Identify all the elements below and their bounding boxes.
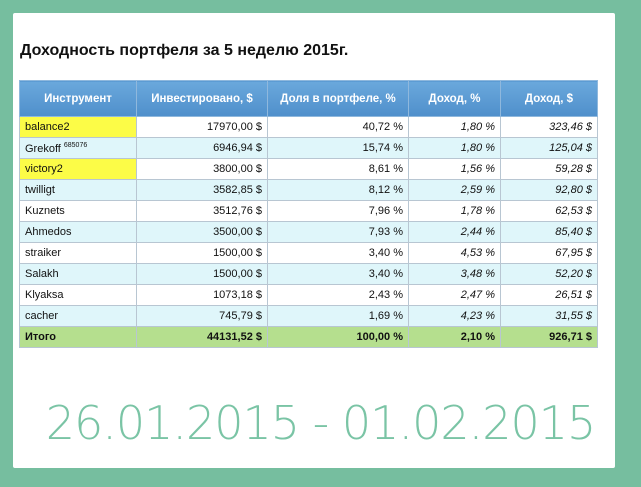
income-pct-value: 1,80 % — [409, 117, 501, 138]
income-pct-value: 1,56 % — [409, 159, 501, 180]
share-value: 3,40 % — [268, 243, 409, 264]
share-value: 8,12 % — [268, 180, 409, 201]
income-pct-value: 1,80 % — [409, 138, 501, 159]
income-usd-value: 67,95 $ — [501, 243, 598, 264]
share-value: 15,74 % — [268, 138, 409, 159]
income-usd-value: 92,80 $ — [501, 180, 598, 201]
instrument-label: victory2 — [25, 163, 63, 175]
instrument-tag: 685076 — [63, 141, 88, 149]
invested-value: 1500,00 $ — [137, 264, 268, 285]
table-header-row — [20, 81, 598, 117]
invested-value: 1073,18 $ — [137, 285, 268, 306]
table-row — [20, 138, 598, 159]
instrument-label: Grekoff — [25, 142, 61, 155]
page-title: Доходность портфеля за 5 неделю 2015г. — [20, 42, 349, 59]
income-usd-value: 52,20 $ — [501, 264, 598, 285]
instrument-label: balance2 — [25, 121, 70, 133]
instrument-label: twilligt — [25, 184, 55, 196]
instrument-name — [20, 285, 137, 306]
income-usd-value: 323,46 $ — [501, 117, 598, 138]
total-share: 100,00 % — [268, 327, 409, 348]
invested-value: 17970,00 $ — [137, 117, 268, 138]
instrument-label: Salakh — [25, 268, 59, 280]
total-row — [20, 327, 598, 348]
share-value: 7,93 % — [268, 222, 409, 243]
invested-value: 6946,94 $ — [137, 138, 268, 159]
income-usd-value: 125,04 $ — [501, 138, 598, 159]
instrument-name — [20, 138, 137, 159]
table-row — [20, 201, 598, 222]
instrument-name — [20, 159, 137, 180]
total-invested: 44131,52 $ — [137, 327, 268, 348]
header-invested: Инвестировано, $ — [137, 81, 268, 117]
instrument-label: straiker — [25, 247, 62, 259]
header-income-pct: Доход, % — [409, 81, 501, 117]
table-row — [20, 306, 598, 327]
income-usd-value: 26,51 $ — [501, 285, 598, 306]
share-value: 1,69 % — [268, 306, 409, 327]
share-value: 2,43 % — [268, 285, 409, 306]
income-pct-value: 1,78 % — [409, 201, 501, 222]
invested-value: 3512,76 $ — [137, 201, 268, 222]
invested-value: 745,79 $ — [137, 306, 268, 327]
instrument-name — [20, 180, 137, 201]
income-pct-value: 3,48 % — [409, 264, 501, 285]
total-label: Итого — [20, 327, 137, 348]
table-row — [20, 243, 598, 264]
instrument-label: cacher — [25, 310, 59, 322]
invested-value: 3500,00 $ — [137, 222, 268, 243]
date-range: 26.01.2015 - 01.02.2015 — [45, 396, 596, 450]
instrument-name — [20, 306, 137, 327]
instrument-label: Kuznets — [25, 205, 65, 217]
income-pct-value: 2,59 % — [409, 180, 501, 201]
instrument-label: Klyaksa — [25, 289, 64, 301]
table-row — [20, 222, 598, 243]
instrument-name — [20, 117, 137, 138]
income-pct-value: 4,23 % — [409, 306, 501, 327]
instrument-name — [20, 222, 137, 243]
income-usd-value: 59,28 $ — [501, 159, 598, 180]
header-instrument: Инструмент — [20, 81, 137, 117]
share-value: 7,96 % — [268, 201, 409, 222]
total-income-pct: 2,10 % — [409, 327, 501, 348]
invested-value: 3800,00 $ — [137, 159, 268, 180]
share-value: 3,40 % — [268, 264, 409, 285]
share-value: 40,72 % — [268, 117, 409, 138]
header-share: Доля в портфеле, % — [268, 81, 409, 117]
header-income-usd: Доход, $ — [501, 81, 598, 117]
income-pct-value: 4,53 % — [409, 243, 501, 264]
income-usd-value: 62,53 $ — [501, 201, 598, 222]
income-usd-value: 85,40 $ — [501, 222, 598, 243]
portfolio-table — [19, 80, 598, 348]
invested-value: 1500,00 $ — [137, 243, 268, 264]
income-pct-value: 2,47 % — [409, 285, 501, 306]
table-row — [20, 117, 598, 138]
table-row — [20, 264, 598, 285]
instrument-name — [20, 264, 137, 285]
table-row — [20, 285, 598, 306]
total-income-usd: 926,71 $ — [501, 327, 598, 348]
income-usd-value: 31,55 $ — [501, 306, 598, 327]
income-pct-value: 2,44 % — [409, 222, 501, 243]
instrument-name — [20, 201, 137, 222]
table-row — [20, 180, 598, 201]
instrument-label: Ahmedos — [25, 226, 72, 238]
table-row — [20, 159, 598, 180]
instrument-name — [20, 243, 137, 264]
invested-value: 3582,85 $ — [137, 180, 268, 201]
share-value: 8,61 % — [268, 159, 409, 180]
